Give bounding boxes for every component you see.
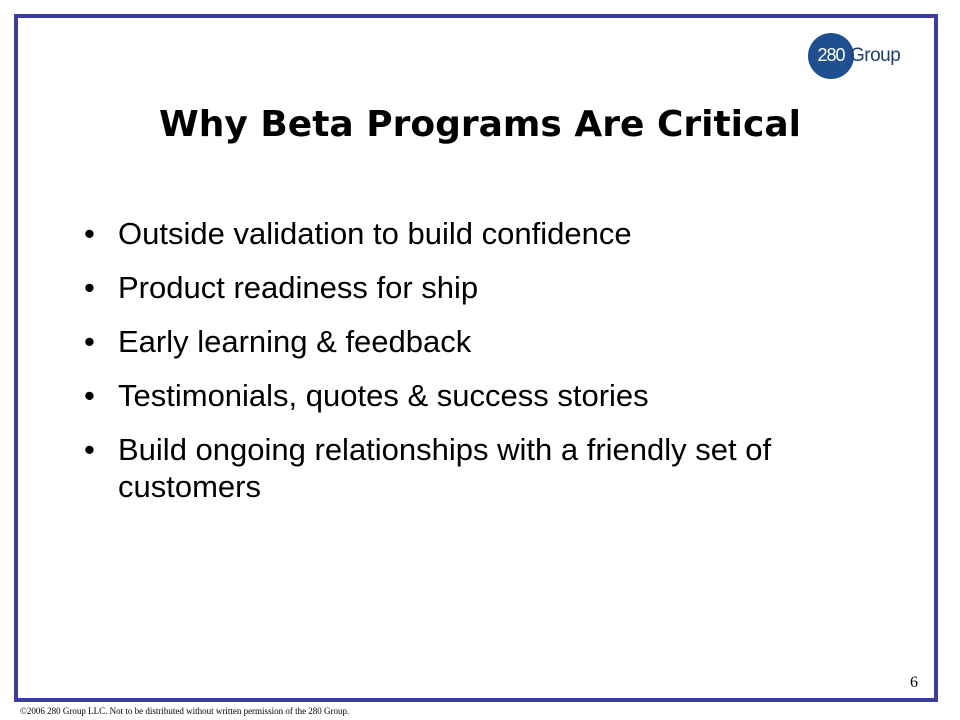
bullet-item <box>84 377 884 414</box>
bullet-text: Build ongoing relationships with a friendly set of customers <box>118 432 772 504</box>
copyright-footer: ©2006 280 Group LLC. Not to be distributed without written permission of the 280 Group. <box>20 706 350 716</box>
bullet-text: Product readiness for ship <box>118 270 479 305</box>
bullet-dot-icon: • <box>84 270 95 305</box>
bullet-text: Testimonials, quotes & success stories <box>118 378 649 413</box>
logo-word: Group <box>850 45 901 66</box>
bullet-item <box>84 269 884 306</box>
bullet-item <box>84 215 884 252</box>
bullet-dot-icon: • <box>84 378 95 413</box>
bullet-text: Outside validation to build confidence <box>118 216 632 251</box>
bullet-text: Early learning & feedback <box>118 324 472 359</box>
logo-circle <box>808 33 854 79</box>
company-logo <box>808 33 908 81</box>
bullet-item <box>84 323 884 360</box>
bullet-list <box>84 215 884 522</box>
bullet-dot-icon: • <box>84 216 95 251</box>
bullet-dot-icon: • <box>84 432 95 467</box>
bullet-item <box>84 431 884 505</box>
page-number: 6 <box>910 674 918 691</box>
bullet-dot-icon: • <box>84 324 95 359</box>
logo-number: 280 <box>817 45 845 65</box>
slide-title: Why Beta Programs Are Critical <box>159 104 801 145</box>
